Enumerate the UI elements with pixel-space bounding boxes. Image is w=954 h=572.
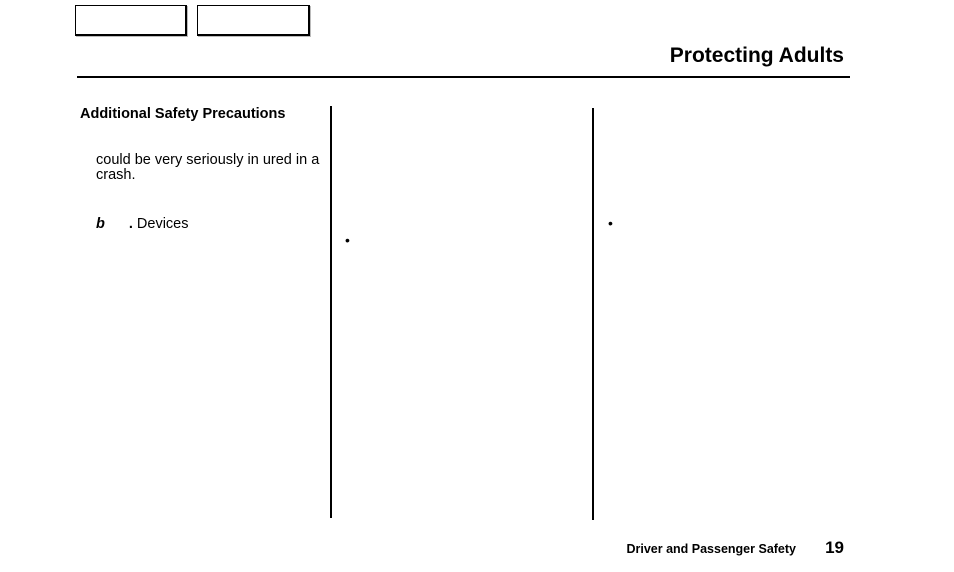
devices-line xyxy=(96,216,189,232)
footer-section-label: Driver and Passenger Safety xyxy=(626,542,796,556)
devices-dot: . xyxy=(128,216,133,232)
nav-button-1[interactable] xyxy=(75,5,187,36)
body-paragraph: could be very seriously in ured in a crash. xyxy=(96,152,320,183)
devices-text: Devices xyxy=(132,216,189,232)
title-rule xyxy=(77,76,850,78)
page-title: Protecting Adults xyxy=(669,44,844,67)
bullet-column-2: • xyxy=(345,232,350,248)
section-heading: Additional Safety Precautions xyxy=(80,106,286,122)
bullet-column-3: • xyxy=(608,215,613,231)
nav-button-2[interactable] xyxy=(197,5,310,36)
column-divider-1 xyxy=(330,106,332,518)
devices-letter: b xyxy=(96,216,105,232)
footer-page-number: 19 xyxy=(825,538,844,557)
column-divider-2 xyxy=(592,108,594,520)
